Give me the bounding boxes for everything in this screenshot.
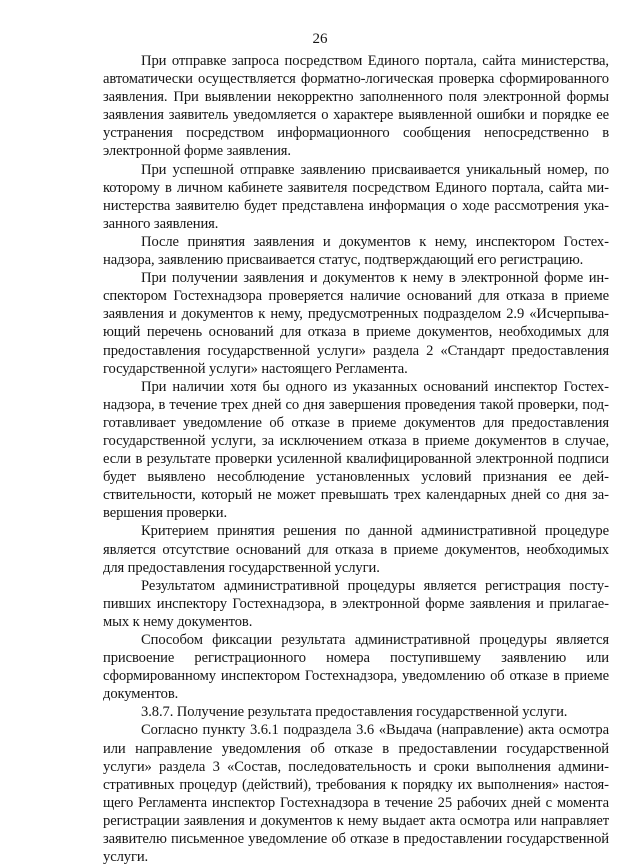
paragraph-unique-number: При успешной отправке заявлению присваивается уникальный номер, по которому в личном кабинете заявителя посредством Единого портала, сайта министерства заявителю будет представлена информация о ходе рассмотрения указанного заявления. bbox=[103, 161, 609, 232]
paragraph-fixation-method: Способом фиксации результата административной процедуры является присвоение регистрационного номера поступившему заявлению или сформированному инспектором Гостехнадзора, уведомлению об отказе в приеме документов. bbox=[103, 632, 609, 703]
section-heading-3-8-7: 3.8.7. Получение результата предоставления государственной услуги. bbox=[141, 704, 568, 721]
paragraph-decision-criterion: Критерием принятия решения по данной административной процедуре является отсутствие оснований для отказа в приеме документов, необходимых для предоставления государственной услуги. bbox=[103, 523, 609, 576]
paragraph-registration-status: После принятия заявления и документов к нему, инспектором Гостехнадзора, заявлению присваивается статус, подтверждающий его регистрацию. bbox=[103, 233, 609, 269]
paragraph-result-issuance: Согласно пункту 3.6.1 подраздела 3.6 «Выдача (направление) акта осмотра или направление уведомления об отказе в предоставлении государственной услуги» раздела 3 «Состав, последовательность и сроки выполнения административных процедур (действий), требования к порядку их выполнения» настоящего Регламента инспектор Гостехнадзора в течение 25 рабочих дней с момента регистрации заявления и документов к нему выдает акта осмотра или направляет заявителю письменное уведомление об отказе в предоставлении государственной услуги. bbox=[103, 722, 609, 866]
paragraph-refusal-notice: При наличии хотя бы одного из указанных оснований инспектор Гостехнадзора, в течение трех дней со дня завершения проведения такой проверки, подготавливает уведомление об отказе в приеме документов для предоставления государственной услуги, за исключением отказа в приеме документов в случае, если в результате проверки усиленной квалифицированной электронной подписи будет выявлено несоблюдение установленных условий признания ее действительности, который не может превышать трех календарных дней со дня завершения проверки. bbox=[103, 378, 609, 522]
paragraph-grounds-check: При получении заявления и документов к нему в электронной форме инспектором Гостехнадзора проверяется наличие оснований для отказа в приеме заявления и документов к нему, предусмотренных подразделом 2.9 «Исчерпывающий перечень оснований для отказа в приеме документов, необходимых для предоставления государственной услуги» раздела 2 «Стандарт предоставления государственной услуги» настоящего Регламента. bbox=[103, 270, 609, 377]
paragraph-portal-check: При отправке запроса посредством Единого портала, сайта министерства, автоматически осуществляется форматно-логическая проверка сформированного заявления. При выявлении некорректно заполненного поля электронной формы заявления заявитель уведомляется о характере выявленной ошибки и порядке ее устранения посредством информационного сообщения непосредственно в электронной форме заявления. bbox=[103, 53, 609, 160]
page-number: 26 bbox=[312, 31, 328, 47]
document-body bbox=[103, 52, 609, 866]
paragraph-procedure-result: Результатом административной процедуры является регистрация поступивших инспектору Гостехнадзора, в электронной форме заявления и прилагаемых к нему документов. bbox=[103, 577, 609, 630]
